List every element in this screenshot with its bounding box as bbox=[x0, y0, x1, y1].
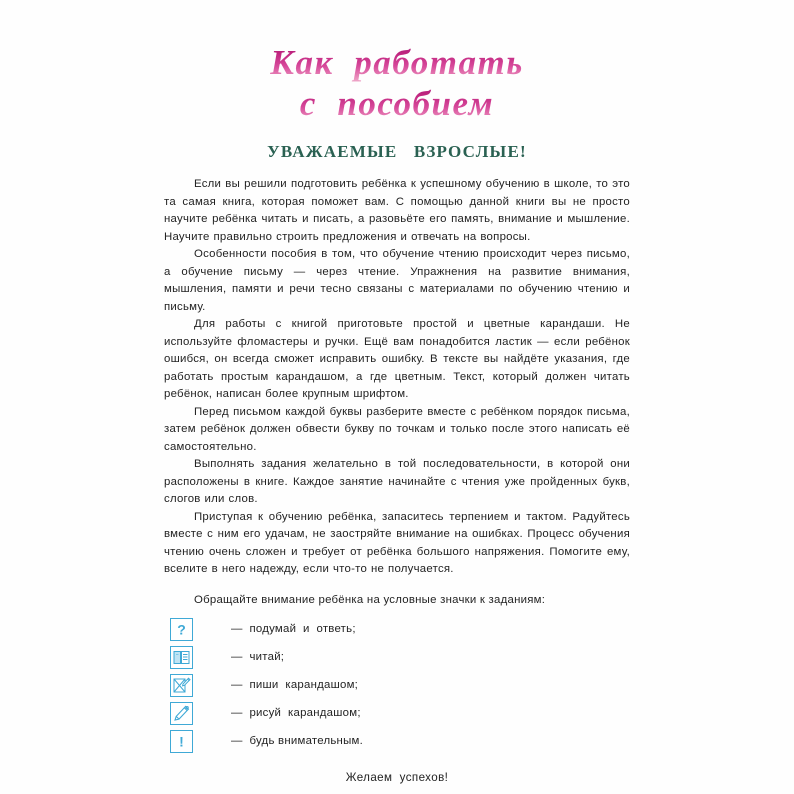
title-line-2: с пособием bbox=[0, 83, 794, 124]
paragraph: Для работы с книгой приготовьте простой и цветные карандаши. Не используйте фломастеры и ручки. Ещё вам понадобится ластик — если ребёнок ошибся, он всегда сможет исправить ошибку. В тексте вы найдёте указания, где работать простым карандашом, а где цветным. Текст, который должен читать ребёнок, написан более крупным шрифтом. bbox=[164, 318, 630, 400]
legend-item-label: — читай; bbox=[231, 651, 285, 663]
legend-item-label: — будь внимательным. bbox=[231, 735, 364, 747]
paragraph: Перед письмом каждой буквы разберите вместе с ребёнком порядок письма, затем ребёнок должен обвести букву по точкам и только после этого написать её самостоятельно. bbox=[164, 405, 630, 453]
subtitle-heading: УВАЖАЕМЫЕ ВЗРОСЛЫЕ! bbox=[267, 142, 527, 161]
write-pencil-icon bbox=[170, 674, 193, 697]
legend-item-label: — подумай и ответь; bbox=[231, 623, 356, 635]
paragraph: Приступая к обучению ребёнка, запаситесь терпением и тактом. Радуйтесь вместе с ним его удачам, не заостряйте внимание на ошибках. Процесс обучения чтению очень сложен и требует от ребёнка большого напряжения. Помогите ему, вселите в него надежду, если что-то не получается. bbox=[164, 510, 630, 575]
question-mark-icon bbox=[170, 618, 193, 641]
list-item bbox=[170, 643, 630, 671]
draw-pencil-icon bbox=[170, 702, 193, 725]
list-item bbox=[170, 615, 630, 643]
body-text-column bbox=[164, 162, 630, 784]
paragraph: Особенности пособия в том, что обучение чтению происходит через письмо, а обучение письму — через чтение. Упражнения на развитие внимания, мышления, памяти и речи тесно связаны с материалами по обучению чтению и письму. bbox=[164, 248, 630, 313]
exclamation-mark-icon bbox=[170, 730, 193, 753]
page-title bbox=[0, 0, 794, 124]
list-item bbox=[170, 671, 630, 699]
closing-line: Желаем успехов! bbox=[345, 771, 449, 784]
paragraph: Если вы решили подготовить ребёнка к успешному обучению в школе, то это та самая книга, которая поможет вам. С помощью данной книги вы не просто научите ребёнка читать и писать, а разовьёте его память, внимание и мышление. Научите правильно строить предложения и отвечать на вопросы. bbox=[164, 178, 630, 243]
open-book-icon bbox=[170, 646, 193, 669]
legend-item-label: — пиши карандашом; bbox=[231, 679, 359, 691]
legend-intro: Обращайте внимание ребёнка на условные значки к заданиям: bbox=[194, 593, 546, 606]
legend-list bbox=[164, 615, 630, 755]
legend-item-label: — рисуй карандашом; bbox=[231, 707, 361, 719]
svg-text:!: ! bbox=[179, 733, 184, 749]
list-item bbox=[170, 727, 630, 755]
title-line-1: Как работать bbox=[0, 42, 794, 83]
list-item bbox=[170, 699, 630, 727]
paragraph: Выполнять задания желательно в той последовательности, в которой они расположены в книге. Каждое занятие начинайте с чтения уже пройденных букв, слогов или слов. bbox=[164, 458, 630, 505]
svg-text:?: ? bbox=[177, 621, 186, 637]
